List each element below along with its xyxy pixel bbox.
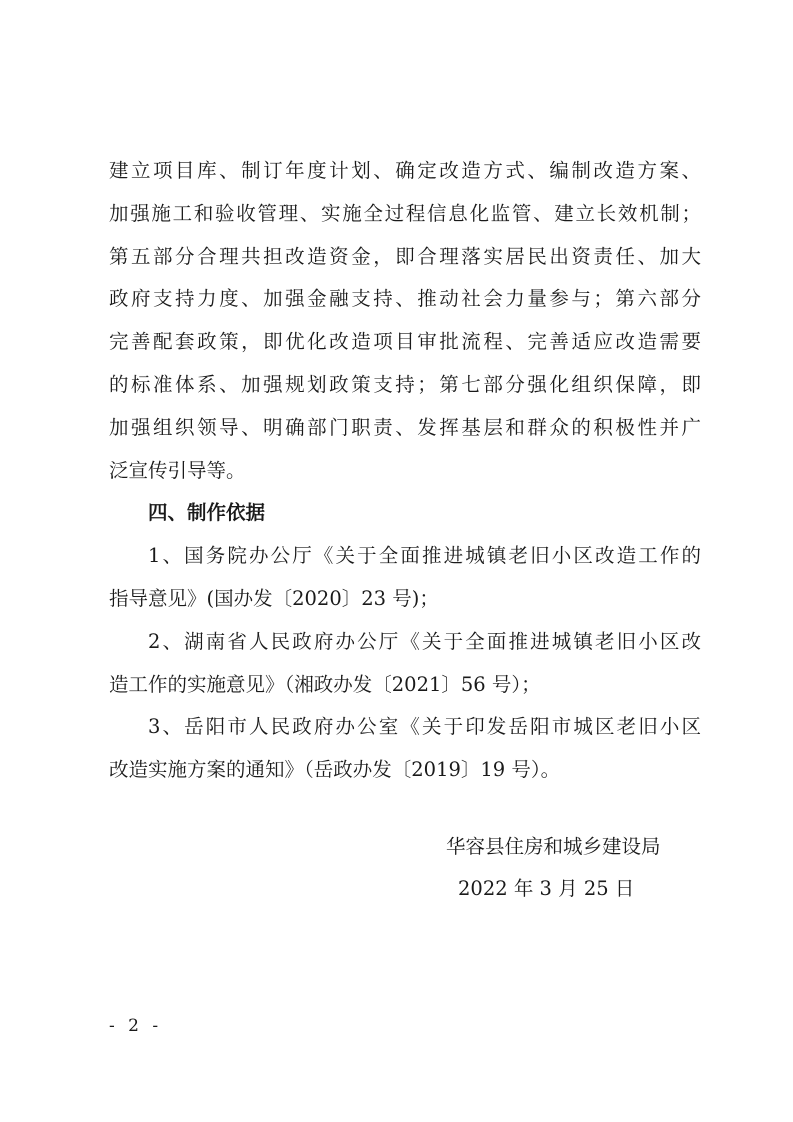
body-line: 第五部分合理共担改造资金，即合理落实居民出资责任、加大 [109,244,701,268]
basis-item-3-second: 改造实施方案的通知》（岳政办发〔2019〕19 号）。 [109,758,561,782]
body-line: 的标准体系、加强规划政策支持；第七部分强化组织保障，即 [109,372,701,396]
basis-item-2-second: 造工作的实施意见》（湘政办发〔2021〕56 号）； [109,672,541,696]
body-line: 建立项目库、制订年度计划、确定改造方式、编制改造方案、 [109,159,701,182]
signature-block [446,826,706,910]
page-number: - 2 - [109,1016,163,1036]
basis-item-3-first: 3、岳阳市人民政府办公室《关于印发岳阳市城区老旧小区 [148,715,701,739]
body-line: 加强组织领导、明确部门职责、发挥基层和群众的积极性并广 [109,415,701,439]
section-heading: 四、制作依据 [148,501,266,525]
body-line: 加强施工和验收管理、实施全过程信息化监管、建立长效机制； [109,201,701,225]
basis-item-1-second: 指导意见》(国办发〔2020〕23 号)； [109,586,439,610]
document-body [109,150,701,792]
basis-item-2-first: 2、湖南省人民政府办公厅《关于全面推进城镇老旧小区改 [148,629,701,653]
body-line: 泛宣传引导等。 [109,458,246,482]
body-line: 完善配套政策，即优化改造项目审批流程、完善适应改造需要 [109,330,701,354]
signature-date: 2022 年 3 月 25 日 [458,877,635,900]
signature-organization: 华容县住房和城乡建设局 [446,835,661,858]
body-line: 政府支持力度、加强金融支持、推动社会力量参与；第六部分 [109,287,701,311]
basis-item-1-first: 1、国务院办公厅《关于全面推进城镇老旧小区改造工作的 [148,544,701,568]
